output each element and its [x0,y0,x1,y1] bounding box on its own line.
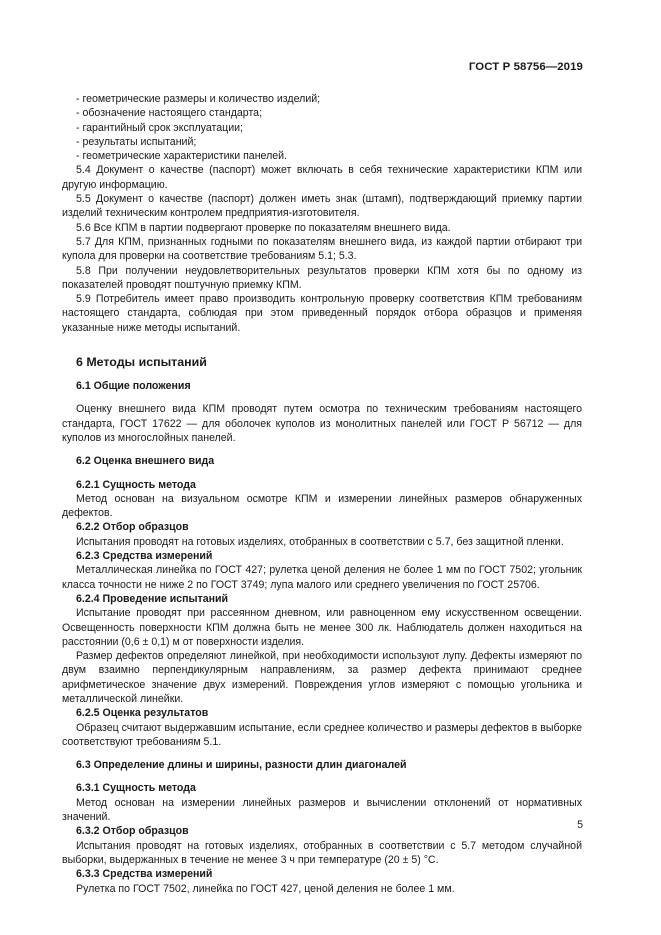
document-body [62,92,582,896]
clause-6-2-4-title: 6.2.4 Проведение испытаний [76,592,229,605]
clause-6-2-3-title: 6.2.3 Средства измерений [76,550,213,563]
clause-6-3-2-text: Испытания проводят на готовых изделиях, отобранных в соответствии с 5.7 методом случайной выборки, выдержанных в течение не менее 3 ч при температуре (20 ± 5) °C. [62,839,582,866]
clause-6-2-4-text-1: Испытание проводят при рассеянном дневном, или равноценном ему искусственном освещении. Освещенность поверхности КПМ должна быть не менее 300 лк. Наблюдатель должен находиться на расстоянии (0,6 ± 0,1) м от поверхности изделия. [62,607,582,648]
clause-5-7: 5.7 Для КПМ, признанных годными по показателям внешнего вида, из каждой партии отбирают три купола для проверки на соответствие требованиям 5.1; 5.3. [62,235,582,263]
clause-6-3-3-title: 6.3.3 Средства измерений [76,868,213,881]
clause-6-3-1-text: Метод основан на измерении линейных размеров и вычислении отклонений от нормативных значений. [62,796,582,824]
clause-6-2-5-title: 6.2.5 Оценка результатов [76,707,209,720]
clause-5-8: 5.8 При получении неудовлетворительных результатов проверки КПМ хотя бы по одному из показателей проводят поштучную приемку КПМ. [62,264,582,291]
clause-6-3-2-title: 6.3.2 Отбор образцов [76,825,189,838]
list-item: - геометрические характеристики панелей. [76,150,288,163]
clause-6-2-3-text: Металлическая линейка по ГОСТ 427; рулетка ценой деления не более 1 мм по ГОСТ 7502; угольник класса точности не ниже 2 по ГОСТ 3749; лупа малого или среднего увеличения по ГОСТ 25706. [62,564,582,591]
list-item: - обозначение настоящего стандарта; [76,107,263,120]
clause-5-9: 5.9 Потребитель имеет право производить контрольную проверку соответствия КПМ требованиям настоящего стандарта, соблюдая при этом приведенный порядок отбора образцов и применяя указанные ниже методы испытаний. [62,293,582,334]
list-item: - геометрические размеры и количество изделий; [76,93,321,105]
subsection-6-2-title: 6.2 Оценка внешнего вида [76,455,215,468]
clause-6-2-1-title: 6.2.1 Сущность метода [76,478,196,491]
section-6-title: 6 Методы испытаний [76,355,207,370]
document-header: ГОСТ Р 58756—2019 [468,61,583,73]
clause-6-2-4-text-2: Размер дефектов определяют линейкой, при необходимости используют лупу. Дефекты измеряют по двум взаимно перпендикулярным направлениям, за размер дефекта принимают среднее арифметическое значение двух измерений. Повреждения углов измеряют с помощью угольника и металлической линейки. [62,650,582,705]
clause-6-2-1-text: Метод основан на визуальном осмотре КПМ и измерении линейных размеров обнаруженных дефектов. [62,492,582,520]
clause-5-5: 5.5 Документ о качестве (паспорт) должен иметь знак (штамп), подтверждающий приемку партии изделий техническим контролем предприятия-изготовителя. [62,193,582,220]
subsection-6-3-title: 6.3 Определение длины и ширины, разности длин диагоналей [76,759,407,772]
list-item: - результаты испытаний; [76,135,197,148]
clause-6-2-2-title: 6.2.2 Отбор образцов [76,521,189,534]
page-number: 5 [577,819,583,831]
clause-6-3-1-title: 6.3.1 Сущность метода [76,782,196,795]
clause-6-2-5-text: Образец считают выдержавшим испытание, если среднее количество и размеры дефектов в выборке соответствуют требованиям 5.1. [62,721,582,748]
clause-5-6: 5.6 Все КПМ в партии подвергают проверке по показателям внешнего вида. [76,221,451,234]
clause-6-3-3-text: Рулетка по ГОСТ 7502, линейка по ГОСТ 427, ценой деления не более 1 мм. [76,882,455,895]
clause-6-2-2-text: Испытания проводят на готовых изделиях, отобранных в соответствии с 5.7, без защитной пленки. [76,535,564,548]
clause-5-4: 5.4 Документ о качестве (паспорт) может включать в себя технические характеристики КПМ или другую информацию. [62,164,582,191]
subsection-6-1-text: Оценку внешнего вида КПМ проводят путем осмотра по техническим требованиям настоящего стандарта, ГОСТ 17622 — для оболочек куполов из монолитных панелей или ГОСТ Р 56712 — для куполов из многослойных панелей. [62,403,582,444]
list-item: - гарантийный срок эксплуатации; [76,121,243,134]
subsection-6-1-title: 6.1 Общие положения [76,380,191,393]
